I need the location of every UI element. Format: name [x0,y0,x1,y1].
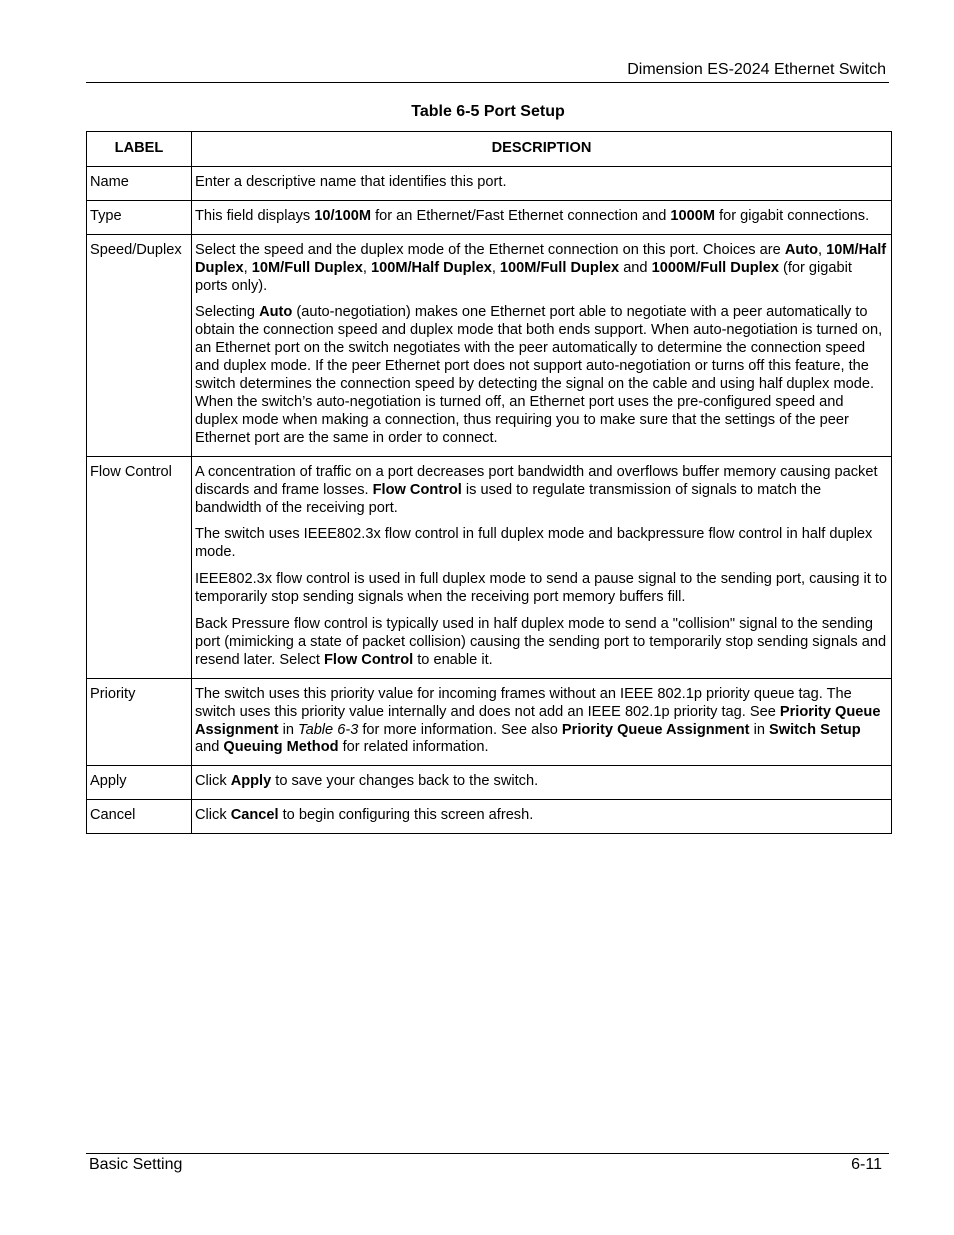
description-paragraph [195,174,887,192]
text-run: to begin configuring this screen afresh. [278,807,534,824]
text-run: for related information. [338,739,489,756]
text-run: IEEE802.3x flow control is used in full duplex mode to send a pause signal to the sending port, causing it to temporarily stop sending signals when the receiving port memory buffers fill. [195,571,888,606]
header-rule [86,82,889,83]
text-run: (for gigabit ports only). [195,259,852,294]
text-run: , [243,259,252,276]
row-label: Priority [87,678,192,766]
port-setup-table [86,131,892,834]
column-header-label: LABEL [87,132,192,167]
bold-term: Auto [784,241,819,258]
description-paragraph [195,526,887,562]
italic-reference: Table 6-3 [298,721,359,738]
text-run: The switch uses IEEE802.3x flow control in full duplex mode and backpressure flow control in half duplex mode. [195,526,873,561]
table-row [87,456,892,678]
description-paragraph [195,464,887,518]
text-run: This field displays [195,207,315,224]
bold-term: 100M/Full Duplex [499,259,620,276]
description-paragraph [195,807,887,825]
text-run: to enable it. [413,651,493,668]
text-run: and [195,739,224,756]
text-run: Back Pressure flow control is typically used in half duplex mode to send a "collision" signal to the sending port (mimicking a state of packet collision) causing the sending port to temporarily stop sending signals and resend later. Select [195,616,887,668]
text-run: (auto-negotiation) makes one Ethernet port able to negotiate with a peer automatically to obtain the connection speed and duplex mode that both ends support. When auto-negotiation is turned on, an Ethernet port on the switch negotiates with the peer automatically to determine the connection speed and duplex mode. If the peer Ethernet port does not support auto-negotiation or turns off this feature, the switch determines the connection speed by detecting the signal on the cable and using half duplex mode. When the switch’s auto-negotiation is turned off, an Ethernet port uses the pre-configured speed and duplex mode when making a connection, thus requiring you to make sure that the settings of the peer Ethernet port are the same in order to connect. [195,304,883,446]
text-run: , [491,259,500,276]
text-run: The switch uses this priority value for incoming frames without an IEEE 802.1p priority queue tag. The switch uses this priority value internally and does not add an IEEE 802.1p priority tag. See [195,685,852,720]
text-run: Click [195,773,231,790]
text-run: to save your changes back to the switch. [271,773,539,790]
text-run: is used to regulate transmission of signals to match the bandwidth of the receiving port. [195,481,822,516]
text-run: and [619,259,652,276]
row-label: Name [87,166,192,200]
bold-term: 100M/Half Duplex [370,259,492,276]
table-row [87,200,892,234]
text-run: Enter a descriptive name that identifies this port. [195,173,507,190]
table-row [87,678,892,766]
running-header: Dimension ES-2024 Ethernet Switch [627,61,886,78]
description-paragraph [195,686,887,758]
table-row [87,766,892,800]
description-paragraph [195,208,887,226]
bold-term: Apply [230,773,272,790]
row-description [192,678,892,766]
text-run: A concentration of traffic on a port decreases port bandwidth and overflows buffer memory causing packet discards and frame losses. [195,463,878,498]
text-run: for an Ethernet/Fast Ethernet connection and [371,207,671,224]
text-run: for more information. See also [358,721,562,738]
bold-term: 1000M/Full Duplex [651,259,779,276]
bold-term: Flow Control [324,651,414,668]
row-description [192,166,892,200]
bold-term: Priority Queue Assignment [195,703,881,738]
text-run: , [362,259,371,276]
text-run: for gigabit connections. [715,207,870,224]
bold-term: Auto [259,304,293,321]
table-header-row [87,132,892,167]
footer-section-name: Basic Setting [89,1156,183,1173]
description-paragraph [195,242,887,296]
text-run: in [278,721,298,738]
row-description [192,766,892,800]
description-paragraph [195,773,887,791]
description-paragraph [195,571,887,607]
row-label: Cancel [87,800,192,834]
bold-term: Cancel [230,807,279,824]
footer-page-number: 6-11 [851,1156,882,1173]
row-description [192,800,892,834]
bold-term: 10M/Half Duplex [195,241,887,276]
bold-term: 1000M [670,207,716,224]
row-label: Speed/Duplex [87,234,192,456]
table-row [87,166,892,200]
text-run: Click [195,807,231,824]
bold-term: Switch Setup [769,721,861,738]
text-run: , [818,241,827,258]
bold-term: 10/100M [314,207,372,224]
bold-term: 10M/Full Duplex [251,259,363,276]
table-title: Table 6-5 Port Setup [411,103,565,120]
description-paragraph [195,304,887,447]
bold-term: Priority Queue Assignment [561,721,750,738]
description-paragraph [195,616,887,670]
row-description [192,200,892,234]
row-label: Type [87,200,192,234]
row-description [192,234,892,456]
text-run: Select the speed and the duplex mode of the Ethernet connection on this port. Choices are [195,241,785,258]
bold-term: Flow Control [372,481,462,498]
table-row [87,234,892,456]
row-description [192,456,892,678]
table-body [87,166,892,833]
row-label: Apply [87,766,192,800]
row-label: Flow Control [87,456,192,678]
text-run: Selecting [195,304,260,321]
bold-term: Queuing Method [223,739,339,756]
column-header-description: DESCRIPTION [192,132,892,167]
footer-rule [86,1153,889,1154]
text-run: in [749,721,769,738]
table-row [87,800,892,834]
